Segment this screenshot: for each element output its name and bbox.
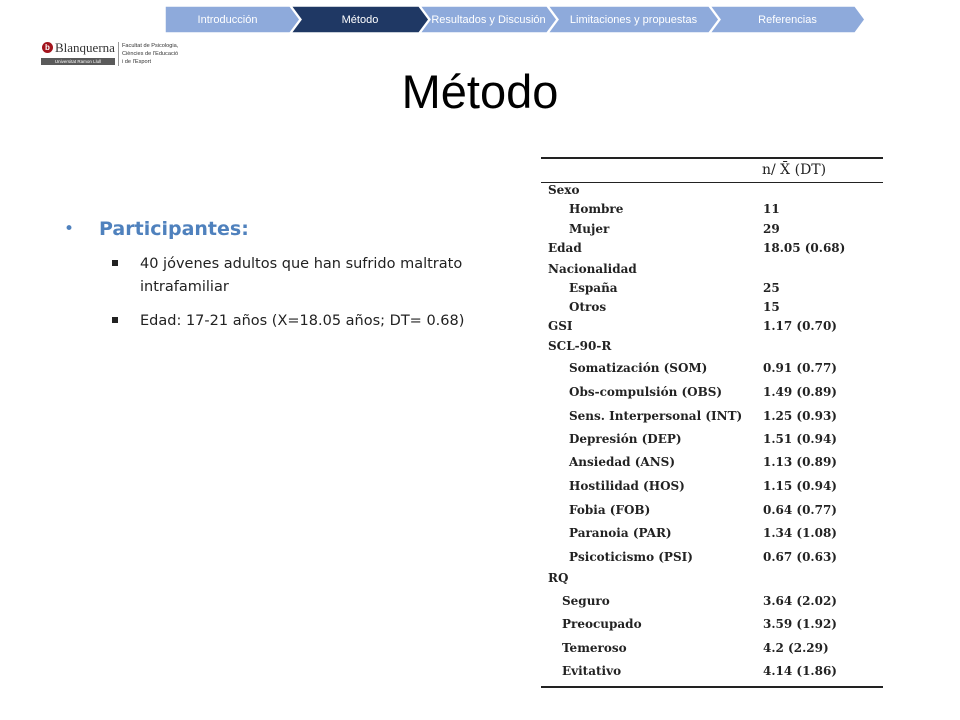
table-row — [541, 385, 883, 405]
table-row-label: Edad — [548, 241, 582, 255]
sub-bullet-line: 40 jóvenes adultos que han sufrido maltrato — [140, 256, 463, 272]
sub-bullet-line: intrafamiliar — [140, 279, 229, 295]
table-row-label: Seguro — [562, 594, 610, 608]
table-header: n/ X̄ (DT) — [762, 162, 827, 178]
table-row-value: 1.17 (0.70) — [763, 319, 837, 333]
sub-bullet-age — [112, 310, 532, 333]
nav-step-4[interactable]: Limitaciones y propuestas — [569, 13, 698, 26]
logo-divider — [118, 42, 119, 66]
logo-faculty — [122, 42, 178, 66]
table-row-label: Ansiedad (ANS) — [569, 455, 676, 469]
table-row-label: Psicoticismo (PSI) — [569, 550, 693, 564]
table-row — [541, 202, 883, 222]
square-bullet-icon — [112, 260, 118, 266]
table-row — [541, 571, 883, 591]
table-row-value: 11 — [763, 202, 780, 216]
logo-name: Blanquerna — [55, 40, 115, 55]
table-row — [541, 503, 883, 523]
table-row — [541, 319, 883, 339]
table-bottom-rule — [541, 686, 883, 688]
table-row — [541, 455, 883, 475]
table-row — [541, 281, 883, 301]
logo-faculty-line: i de l'Esport — [122, 59, 152, 65]
blanquerna-b-icon: b — [42, 42, 53, 53]
table-row-label: Hostilidad (HOS) — [569, 479, 685, 493]
nav-step-1[interactable]: Introducción — [197, 13, 258, 26]
nav-step-5[interactable]: Referencias — [758, 13, 817, 26]
sub-bullet-line: Edad: 17-21 años (X=18.05 años; DT= 0.68) — [140, 313, 465, 329]
table-row-label: Depresión (DEP) — [569, 432, 682, 446]
table-row-label: Obs-compulsión (OBS) — [569, 385, 723, 399]
table-row-label: GSI — [548, 319, 573, 333]
table-row-value: 0.67 (0.63) — [763, 550, 837, 564]
table-row-value: 25 — [763, 281, 780, 295]
table-row-value: 0.64 (0.77) — [763, 503, 837, 517]
table-row — [541, 641, 883, 661]
table-row-value: 1.15 (0.94) — [763, 479, 837, 493]
table-row-value: 4.14 (1.86) — [763, 664, 837, 678]
table-row-label: Sexo — [548, 183, 580, 197]
table-row — [541, 339, 883, 359]
table-row-label: España — [569, 281, 618, 295]
nav-step-2[interactable]: Método — [341, 13, 379, 26]
table-row — [541, 361, 883, 381]
table-row-value: 1.25 (0.93) — [763, 409, 837, 423]
table-row-label: Hombre — [569, 202, 624, 216]
table-row — [541, 241, 883, 261]
bullet-participantes — [64, 218, 249, 240]
slide-title: Método — [401, 65, 559, 118]
table-row-value: 15 — [763, 300, 780, 314]
table-row-label: Sens. Interpersonal (INT) — [569, 409, 743, 423]
table-row — [541, 550, 883, 570]
table-row-value: 4.2 (2.29) — [763, 641, 829, 655]
sub-bullet-participants — [112, 253, 532, 299]
table-row-label: RQ — [548, 571, 569, 585]
table-row — [541, 183, 883, 203]
table-row-label: SCL-90-R — [548, 339, 612, 353]
table-row-label: Temeroso — [562, 641, 627, 655]
logo-faculty-line: Ciències de l'Educació — [122, 51, 179, 57]
table-row-label: Preocupado — [562, 617, 642, 631]
table-row — [541, 432, 883, 452]
table-row — [541, 479, 883, 499]
table-row-label: Paranoia (PAR) — [569, 526, 672, 540]
table-row-value: 1.13 (0.89) — [763, 455, 837, 469]
table-row-value: 3.59 (1.92) — [763, 617, 837, 631]
logo-tagline: Universitat Ramon Llull — [41, 58, 115, 65]
table-row — [541, 300, 883, 320]
table-row-value: 1.51 (0.94) — [763, 432, 837, 446]
table-row-value: 0.91 (0.77) — [763, 361, 837, 375]
table-row — [541, 526, 883, 546]
descriptive-table — [541, 157, 883, 688]
table-row-label: Fobia (FOB) — [569, 503, 651, 517]
table-row-value: 18.05 (0.68) — [763, 241, 846, 255]
bullet-dot-icon: • — [64, 219, 75, 239]
table-row-label: Somatización (SOM) — [569, 361, 708, 375]
table-row-label: Evitativo — [562, 664, 622, 678]
table-row-value: 1.34 (1.08) — [763, 526, 837, 540]
table-row — [541, 594, 883, 614]
table-row-value: 1.49 (0.89) — [763, 385, 837, 399]
table-row-value: 29 — [763, 222, 780, 236]
table-row — [541, 222, 883, 242]
section-nav — [165, 6, 865, 33]
table-row — [541, 617, 883, 637]
square-bullet-icon — [112, 317, 118, 323]
table-row — [541, 409, 883, 429]
bullet-heading: Participantes: — [99, 218, 249, 240]
nav-step-3[interactable]: Resultados y Discusión — [431, 13, 546, 26]
table-top-rule — [541, 157, 883, 159]
logo-faculty-line: Facultat de Psicologia, — [122, 43, 179, 49]
table-row-value: 3.64 (2.02) — [763, 594, 837, 608]
table-row-label: Otros — [569, 300, 607, 314]
table-row-label: Nacionalidad — [548, 262, 637, 276]
table-row — [541, 664, 883, 684]
table-row-label: Mujer — [569, 222, 610, 236]
table-row — [541, 262, 883, 282]
